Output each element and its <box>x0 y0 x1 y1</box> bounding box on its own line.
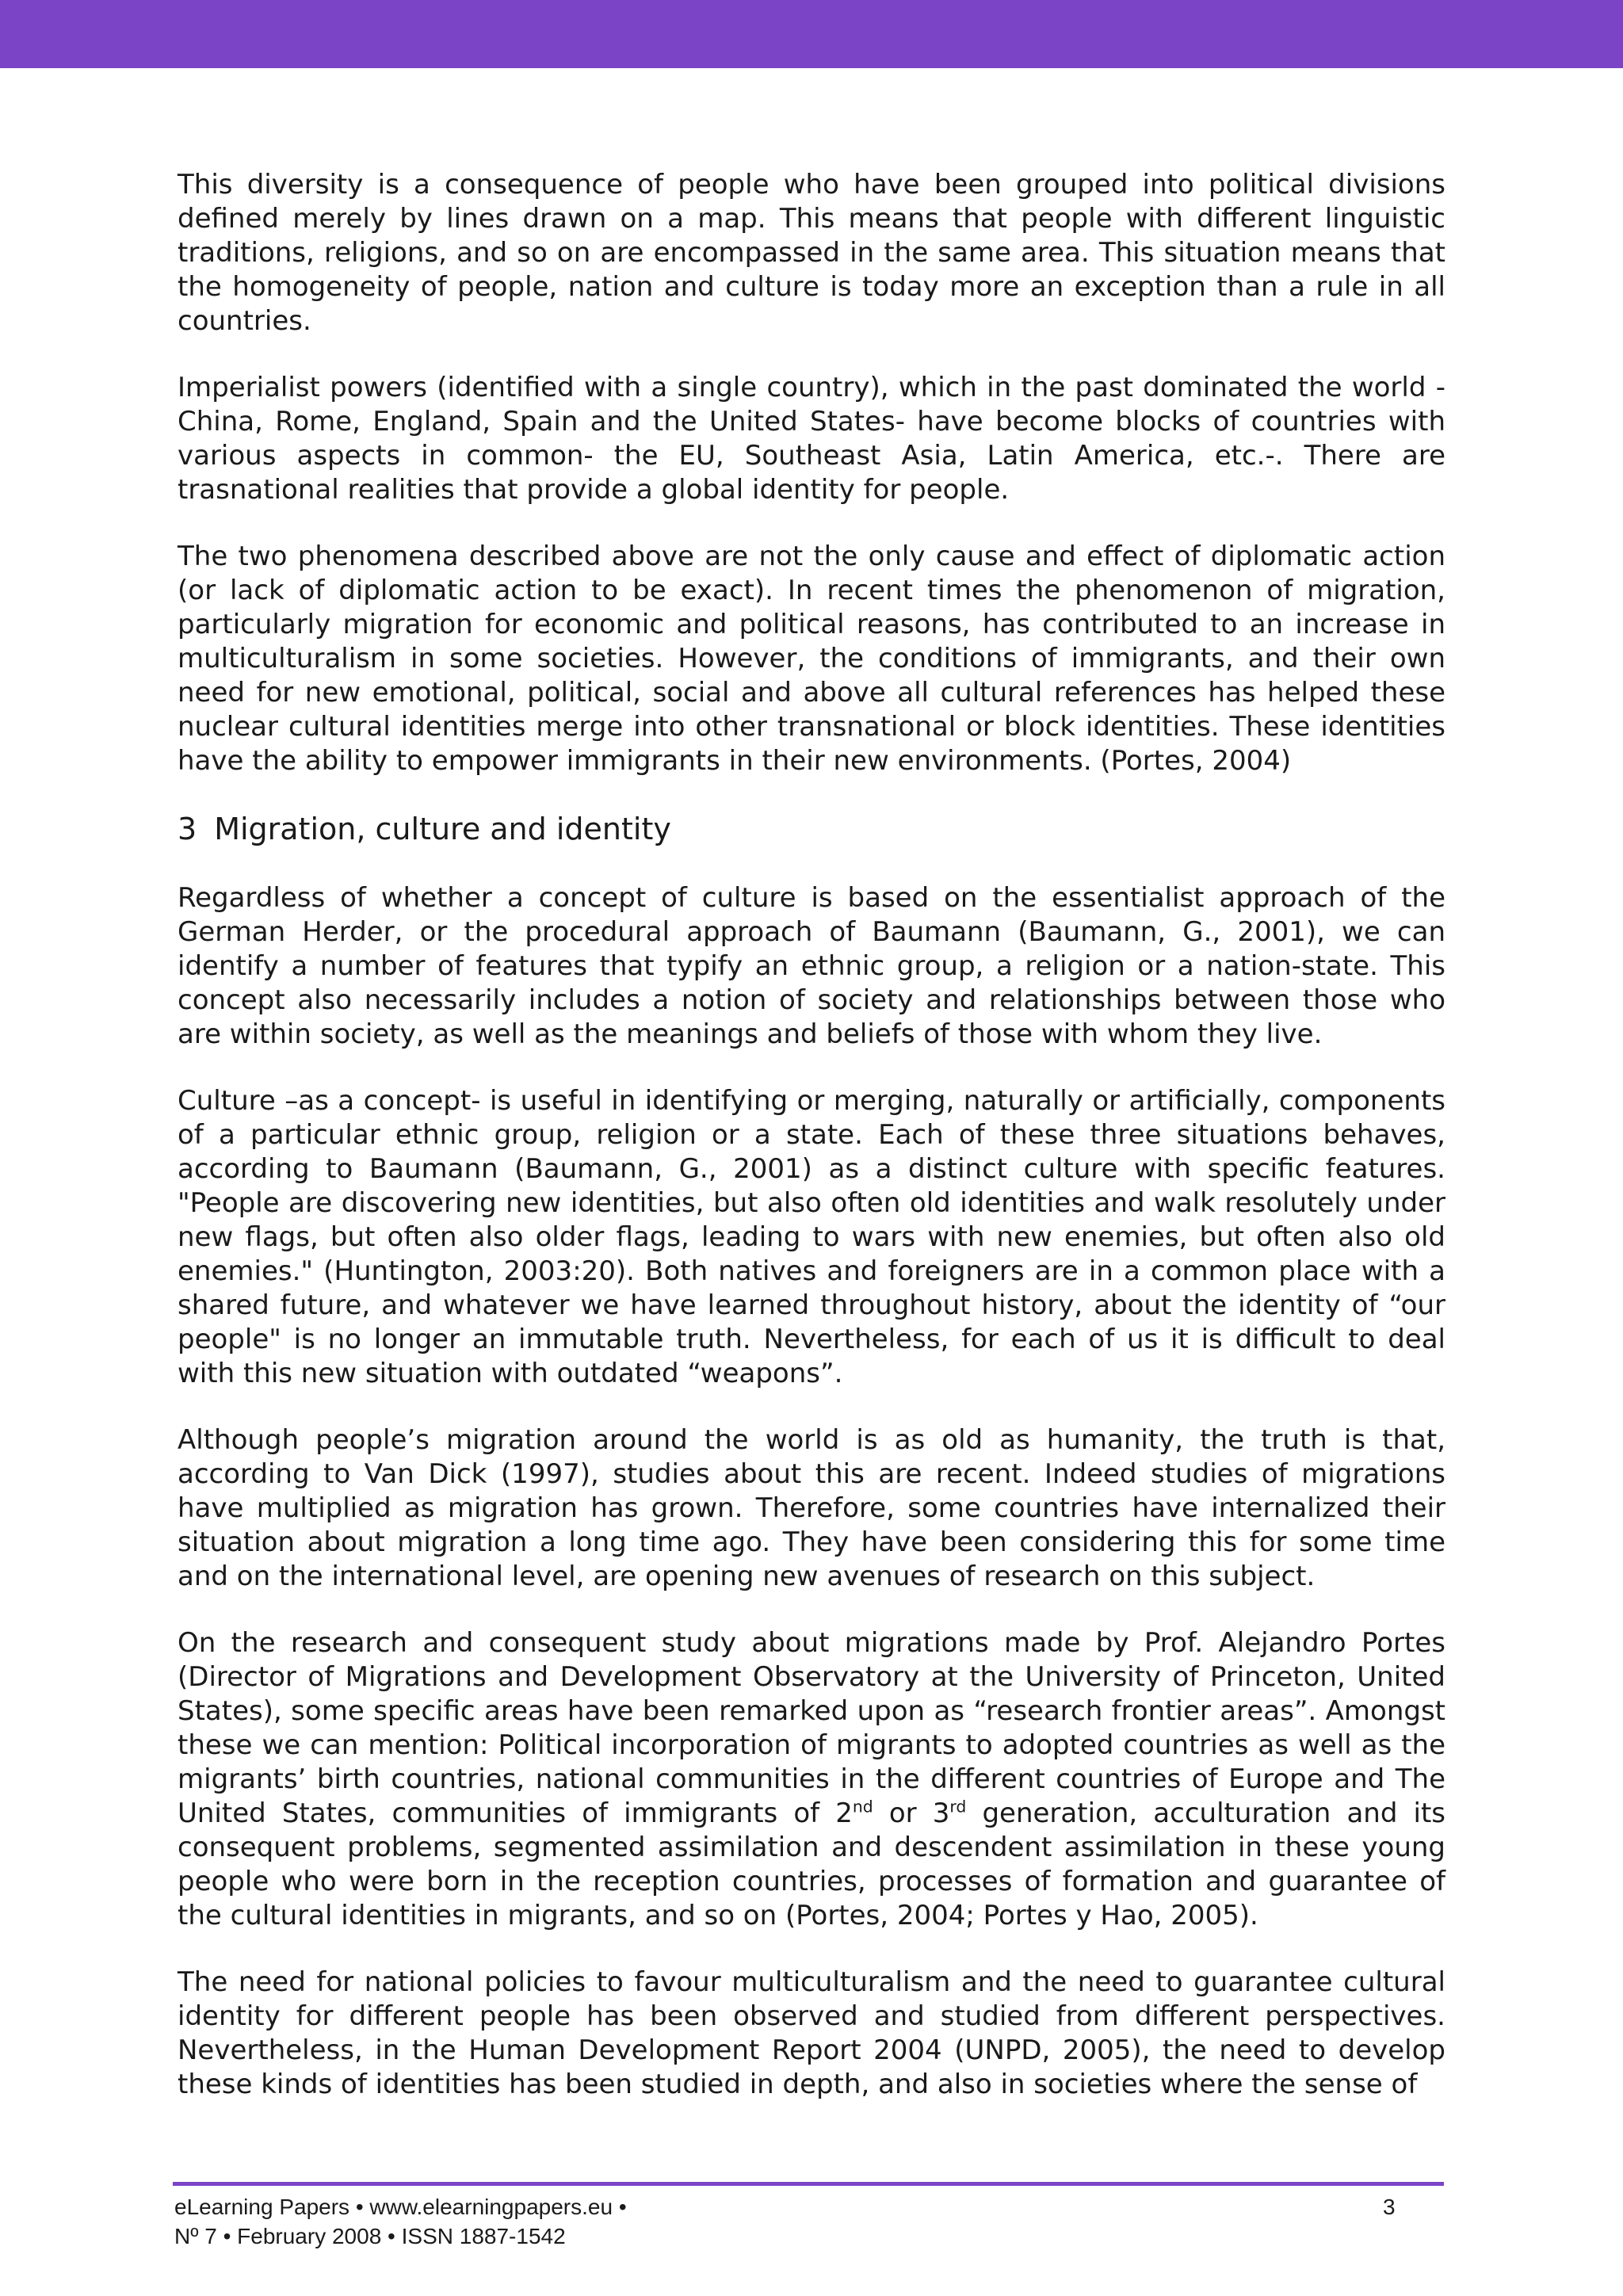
superscript-rd: rd <box>949 1797 967 1817</box>
portes-text-2: or 3 <box>873 1797 950 1829</box>
section-number: 3 <box>178 812 197 846</box>
footer-divider <box>173 2182 1444 2186</box>
document-body <box>178 168 1445 2134</box>
page-number: 3 <box>1383 2195 1396 2219</box>
paragraph-two-phenomena: The two phenomena described above are not the only cause and effect of diplomatic action (or lack of diplomatic action to be exact). In recent times the phenomenon of migration, particularly migration for economic and political reasons, has contributed to an increase in multiculturalism in some societies. However, the conditions of immigrants, and their own need for new emotional, political, social and above all cultural references has helped these nuclear cultural identities merge into other transnational or block identities. These identities have the ability to empower immigrants in their new environments. (Portes, 2004) <box>178 541 1445 777</box>
paragraph-national-policies: The need for national policies to favour multiculturalism and the need to guarantee cultural identity for different people has been observed and studied from different perspectives. Nevertheless, in the Human Development Report 2004 (UNPD, 2005), the need to develop these kinds of identities has been studied in depth, and also in societies where the sense of <box>178 1966 1445 2100</box>
paragraph-migration-history: Although people’s migration around the world is as old as humanity, the truth is that, according to Van Dick (1997), studies about this are recent. Indeed studies of migrations have multiplied as migration has grown. Therefore, some countries have internalized their situation about migration a long time ago. They have been considering this for some time and on the international level, are opening new avenues of research on this subject. <box>178 1424 1445 1592</box>
paragraph-imperialist-powers: Imperialist powers (identified with a single country), which in the past dominated the world - China, Rome, England, Spain and the United States- have become blocks of countries with various aspects in common- the EU, Southeast Asia, Latin America, etc.-. There are trasnational realities that provide a global identity for people. <box>178 372 1445 506</box>
paragraph-diversity: This diversity is a consequence of people who have been grouped into political divisions defined merely by lines drawn on a map. This means that people with different linguistic traditions, religions, and so on are encompassed in the same area. This situation means that the homogeneity of people, nation and culture is today more an exception than a rule in all countries. <box>178 169 1445 337</box>
portes-text-1: On the research and consequent study about migrations made by Prof. Alejandro Portes (Director of Migrations and Development Observatory at the University of Princeton, United States), some specific areas have been remarked upon as “research frontier areas”. Amongst these we can mention: Political incorporation of migrants to adopted countries as well as the migrants’ birth countries, national communities in the different countries of Europe and The United States, communities of immigrants of 2 <box>178 1627 1445 1829</box>
superscript-nd: nd <box>852 1797 873 1817</box>
header-band <box>0 0 1623 68</box>
section-heading <box>178 811 1445 847</box>
portes-text-3: generation, acculturation and its consequent problems, segmented assimilation and descendent assimilation in these young people who were born in the reception countries, processes of formation and guarantee of the cultural identities in migrants, and so on (Portes, 2004; Portes y Hao, 2005). <box>178 1797 1446 1931</box>
paragraph-portes-research <box>178 1626 1445 1933</box>
paragraph-culture-as-concept: Culture –as a concept- is useful in identifying or merging, naturally or artificially, components of a particular ethnic group, religion or a state. Each of these three situations behaves, according to Baumann (Baumann, G., 2001) as a distinct culture with specific features. "People are discovering new identities, but also often old identities and walk resolutely under new flags, but often also older flags, leading to wars with new enemies, but often also old enemies." (Huntington, 2003:20). Both natives and foreigners are in a common place with a shared future, and whatever we have learned throughout history, about the identity of “our people" is no longer an immutable truth. Nevertheless, for each of us it is difficult to deal with this new situation with outdated “weapons”. <box>178 1085 1445 1389</box>
footer <box>174 2192 1442 2251</box>
paragraph-concept-of-culture: Regardless of whether a concept of culture is based on the essentialist approach of the German Herder, or the procedural approach of Baumann (Baumann, G., 2001), we can identify a number of features that typify an ethnic group, a religion or a nation-state. This concept also necessarily includes a notion of society and relationships between those who are within society, as well as the meanings and beliefs of those with whom they live. <box>178 882 1445 1050</box>
footer-publication: eLearning Papers • www.elearningpapers.eu • <box>174 2195 627 2219</box>
section-title: Migration, culture and identity <box>214 812 671 846</box>
footer-issue: Nº 7 • February 2008 • ISSN 1887-1542 <box>174 2224 566 2248</box>
